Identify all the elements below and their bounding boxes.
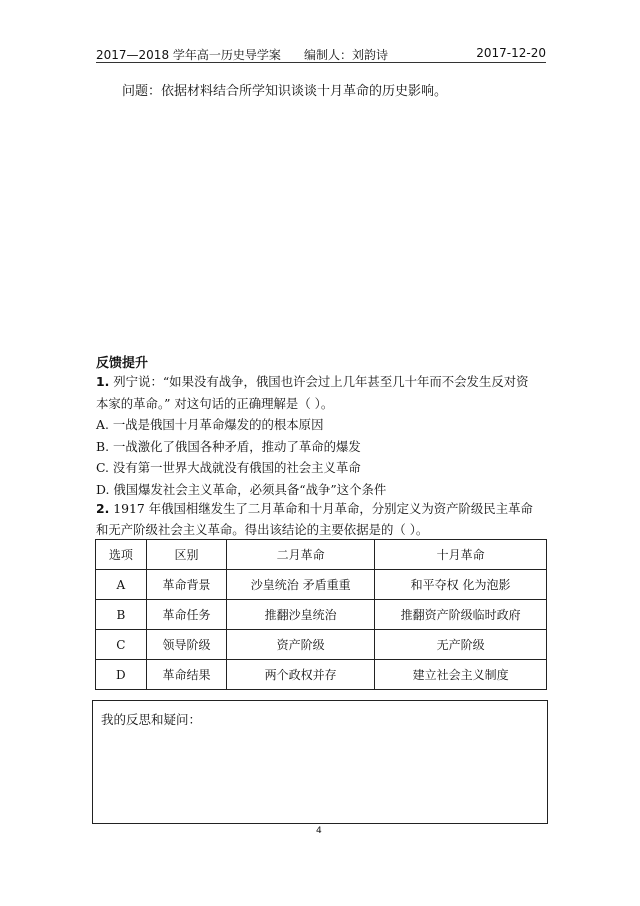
- table-row: [96, 600, 547, 630]
- reflection-box[interactable]: [92, 700, 548, 824]
- table-cell: B: [96, 600, 147, 630]
- reflection-label: 我的反思和疑问：: [101, 712, 202, 727]
- q1-option-b: B. 一战激化了俄国各种矛盾，推动了革命的爆发: [96, 439, 361, 454]
- question-text: 问题：依据材料结合所学知识谈谈十月革命的历史影响。: [122, 84, 448, 99]
- q2-text-1: 1917 年俄国相继发生了二月革命和十月革命，分别定义为资产阶级民主革命: [109, 501, 533, 516]
- q1-number: 1.: [96, 374, 110, 389]
- table-header-cell: 选项: [96, 540, 147, 570]
- section-title: 反馈提升: [96, 356, 149, 371]
- table-cell: 革命结果: [146, 660, 226, 690]
- page-header: [96, 40, 546, 63]
- q2-line1: [96, 500, 533, 518]
- header-author: 编制人：刘韵诗: [304, 48, 389, 62]
- table-cell: A: [96, 570, 147, 600]
- q1-option-d: D. 俄国爆发社会主义革命，必须具备“战争”这个条件: [96, 482, 387, 497]
- q2-line2: 和无产阶级社会主义革命。得出该结论的主要依据是的（ ）。: [96, 522, 429, 537]
- q1-option-c: C. 没有第一世界大战就没有俄国的社会主义革命: [96, 460, 361, 475]
- page-number: 4: [316, 826, 322, 836]
- table-cell: 和平夺权 化为泡影: [375, 570, 547, 600]
- q2-number: 2.: [96, 501, 110, 516]
- table-cell: 推翻资产阶级临时政府: [375, 600, 547, 630]
- table-cell: C: [96, 630, 147, 660]
- q1-option-a: A. 一战是俄国十月革命爆发的的根本原因: [96, 417, 324, 432]
- table-row: [96, 570, 547, 600]
- table-row: [96, 660, 547, 690]
- table-cell: 革命任务: [146, 600, 226, 630]
- table-cell: 建立社会主义制度: [375, 660, 547, 690]
- header-course-title: 2017—2018 学年高一历史导学案: [96, 48, 281, 62]
- table-row: [96, 630, 547, 660]
- q1-line1: [96, 373, 529, 391]
- table-header-cell: 区别: [146, 540, 226, 570]
- header-date: 2017-12-20: [476, 46, 546, 60]
- q1-text-1: 列宁说：“如果没有战争，俄国也许会过上几年甚至几十年而不会发生反对资: [109, 374, 529, 389]
- table-header-cell: 二月革命: [227, 540, 375, 570]
- table-cell: 革命背景: [146, 570, 226, 600]
- table-cell: 推翻沙皇统治: [227, 600, 375, 630]
- table-cell: 资产阶级: [227, 630, 375, 660]
- table-cell: 无产阶级: [375, 630, 547, 660]
- table-header-cell: 十月革命: [375, 540, 547, 570]
- table-cell: 沙皇统治 矛盾重重: [227, 570, 375, 600]
- comparison-table: [95, 539, 547, 690]
- table-cell: D: [96, 660, 147, 690]
- table-cell: 领导阶级: [146, 630, 226, 660]
- q1-line2: 本家的革命。” 对这句话的正确理解是（ ）。: [96, 396, 334, 411]
- table-cell: 两个政权并存: [227, 660, 375, 690]
- table-header-row: [96, 540, 547, 570]
